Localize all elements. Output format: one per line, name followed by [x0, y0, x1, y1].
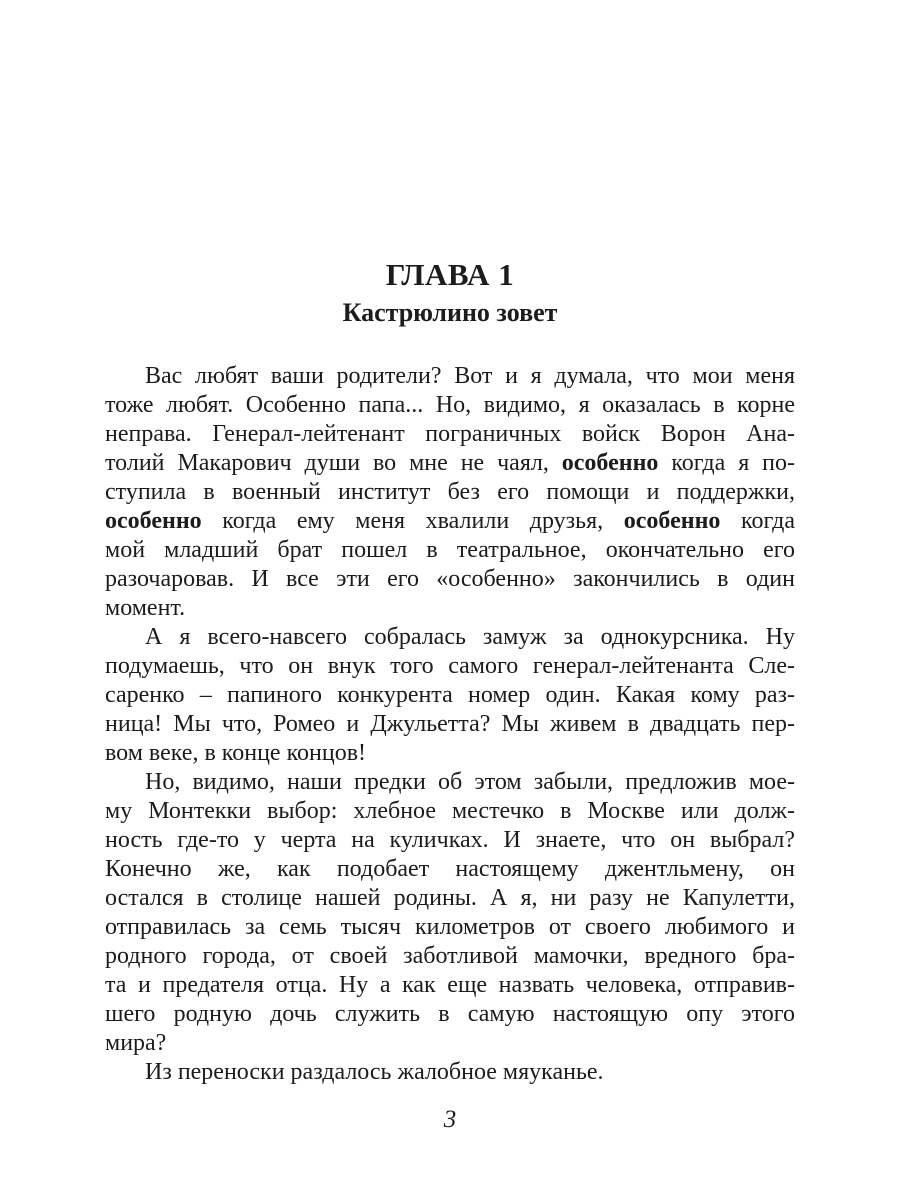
- text-line: неправа. Генерал-лейтенант пограничных войск Ворон Ана-: [105, 421, 795, 447]
- text-line: мира?: [105, 1030, 167, 1056]
- text-line: тоже любят. Особенно папа... Но, видимо, я оказалась в корне: [105, 392, 795, 418]
- text-line: А я всего-навсего собралась замуж за однокурсника. Ну: [145, 624, 795, 650]
- text-line: ность где-то у черта на куличках. И знаете, что он выбрал?: [105, 827, 795, 853]
- page-number: 3: [443, 1106, 457, 1133]
- chapter-subtitle: Кастрюлино зовет: [342, 298, 558, 327]
- text-line: остался в столице нашей родины. А я, ни разу не Капулетти,: [105, 885, 795, 911]
- text-line: ница! Мы что, Ромео и Джульетта? Мы живем в двадцать пер-: [105, 711, 795, 737]
- text-line: Вас любят ваши родители? Вот и я думала, что мои меня: [145, 363, 795, 389]
- paragraph: [105, 362, 795, 623]
- text-line: та и предателя отца. Ну а как еще назвать человека, отправив-: [105, 972, 795, 998]
- text-line: Из переноски раздалось жалобное мяуканье.: [145, 1059, 604, 1085]
- paragraph: [105, 1058, 795, 1087]
- paragraph: [105, 768, 795, 1058]
- text-line: момент.: [105, 595, 186, 621]
- text-line: мой младший брат пошел в театральное, окончательно его: [105, 537, 795, 563]
- text-line: ступила в военный институт без его помощи и поддержки,: [105, 479, 795, 505]
- text-line: Но, видимо, наши предки об этом забыли, предложив мое-: [145, 769, 795, 795]
- chapter-title: ГЛАВА 1: [385, 257, 515, 292]
- text-line: отправилась за семь тысяч километров от своего любимого и: [105, 914, 795, 940]
- body-text: [105, 362, 795, 1087]
- text-line: саренко – папиного конкурента номер один. Какая кому раз-: [105, 682, 795, 708]
- text-line: толий Макарович души во мне не чаял, особенно когда я по-: [105, 450, 796, 476]
- page-content: [105, 258, 795, 1087]
- text-line: шего родную дочь служить в самую настоящую опу этого: [105, 1001, 795, 1027]
- text-line: родного города, от своей заботливой мамочки, вредного бра-: [105, 943, 795, 969]
- paragraph: [105, 623, 795, 768]
- text-line: Конечно же, как подобает настоящему джентльмену, он: [105, 856, 795, 882]
- text-line: разочаровав. И все эти его «особенно» закончились в один: [105, 566, 795, 592]
- text-line: подумаешь, что он внук того самого генерал-лейтенанта Сле-: [105, 653, 795, 679]
- text-line: вом веке, в конце концов!: [105, 740, 367, 766]
- text-line: особенно когда ему меня хвалили друзья, особенно когда: [105, 508, 795, 534]
- text-line: му Монтекки выбор: хлебное местечко в Москве или долж-: [105, 798, 795, 824]
